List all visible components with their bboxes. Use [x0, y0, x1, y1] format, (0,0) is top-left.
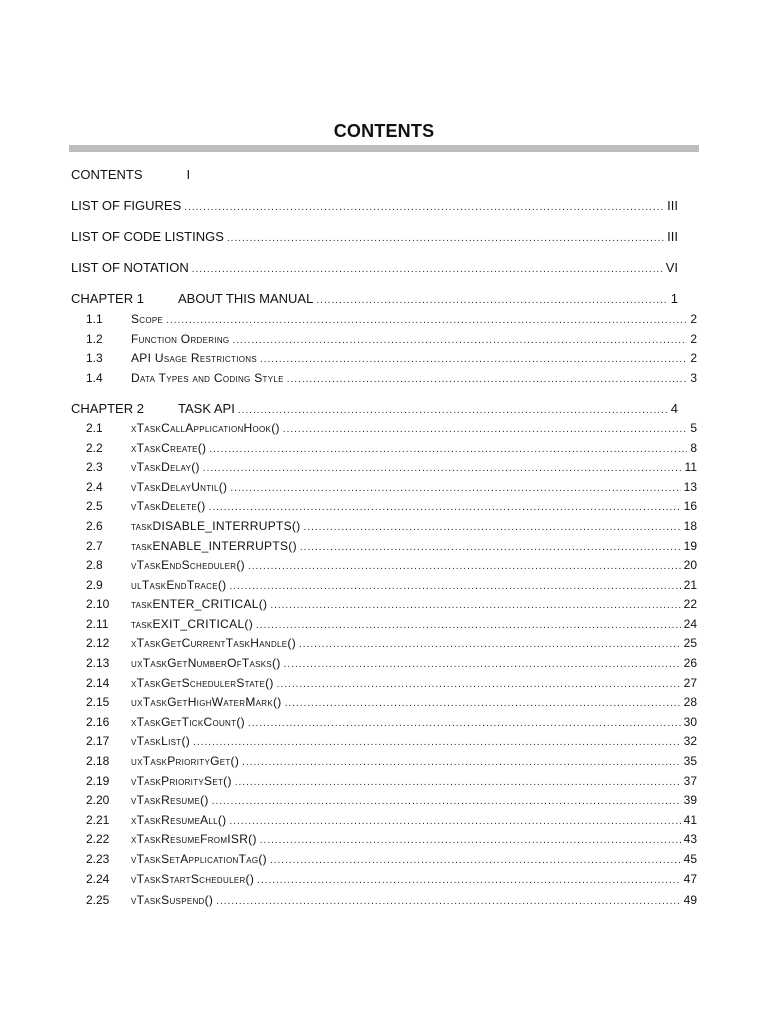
section-title: vTaskSuspend() [131, 893, 214, 907]
toc-section[interactable] [86, 537, 697, 555]
toc-section[interactable] [86, 478, 697, 496]
section-number: 2.4 [86, 480, 103, 494]
toc-section[interactable] [86, 772, 697, 790]
toc-entry-page: III [667, 198, 678, 213]
section-title: xTaskCallApplicationHook() [131, 421, 280, 435]
section-page: 8 [690, 441, 697, 455]
section-number: 2.24 [86, 872, 110, 886]
toc-section[interactable] [86, 891, 697, 909]
section-page: 30 [683, 715, 697, 729]
chapter-page: 4 [670, 401, 678, 416]
section-page: 2 [690, 351, 697, 365]
section-number: 2.11 [86, 617, 109, 631]
toc-section[interactable] [86, 615, 697, 633]
section-number: 1.3 [86, 351, 103, 365]
dot-leader [192, 261, 663, 279]
section-page: 35 [683, 754, 697, 768]
toc-section[interactable] [86, 419, 697, 437]
section-number: 2.5 [86, 499, 103, 513]
toc-section[interactable] [86, 830, 697, 848]
dot-leader [232, 332, 687, 350]
dot-leader [193, 734, 681, 752]
section-number: 2.16 [86, 715, 110, 729]
toc-entry-label: CONTENTS [71, 167, 143, 182]
dot-leader [235, 774, 681, 792]
section-page: 43 [683, 832, 697, 846]
dot-leader [166, 312, 687, 330]
section-title: vTaskStartScheduler() [131, 872, 255, 886]
section-number: 2.3 [86, 460, 103, 474]
section-page: 21 [683, 578, 697, 592]
section-number: 1.1 [86, 312, 103, 326]
section-number: 2.22 [86, 832, 110, 846]
toc-entry-page: III [667, 229, 678, 244]
section-title: xTaskGetCurrentTaskHandle() [131, 636, 297, 650]
toc-section[interactable] [86, 713, 697, 731]
section-title: taskENABLE_INTERRUPTS() [131, 539, 297, 553]
dot-leader [284, 656, 681, 674]
section-page: 28 [683, 695, 697, 709]
dot-leader [229, 813, 680, 831]
section-number: 2.12 [86, 636, 110, 650]
section-number: 2.7 [86, 539, 103, 553]
section-number: 2.14 [86, 676, 110, 690]
chapter-title: TASK API [178, 401, 235, 416]
section-page: 20 [683, 558, 697, 572]
section-title: vTaskEndScheduler() [131, 558, 245, 572]
toc-section[interactable] [86, 654, 697, 672]
dot-leader [277, 676, 681, 694]
section-number: 2.15 [86, 695, 110, 709]
section-page: 5 [690, 421, 697, 435]
section-number: 2.25 [86, 893, 110, 907]
section-page: 25 [683, 636, 697, 650]
toc-section[interactable] [86, 439, 697, 457]
section-title: taskEXIT_CRITICAL() [131, 617, 254, 631]
dot-leader [212, 793, 681, 811]
dot-leader [238, 402, 668, 420]
dot-leader [216, 893, 680, 911]
dot-leader [229, 578, 680, 596]
section-page: 24 [683, 617, 697, 631]
section-title: vTaskSetApplicationTag() [131, 852, 267, 866]
toc-section[interactable] [86, 458, 697, 476]
toc-section[interactable] [86, 850, 697, 868]
section-title: vTaskDelay() [131, 460, 200, 474]
section-number: 2.21 [86, 813, 110, 827]
section-title: Scope [131, 312, 164, 326]
dot-leader [304, 519, 681, 537]
toc-entry-page: VI [665, 260, 678, 275]
dot-leader [209, 499, 681, 517]
section-page: 37 [683, 774, 697, 788]
section-number: 1.2 [86, 332, 103, 346]
dot-leader [248, 715, 681, 733]
section-number: 2.8 [86, 558, 103, 572]
toc-section[interactable] [86, 556, 697, 574]
section-page: 26 [683, 656, 697, 670]
section-number: 2.2 [86, 441, 103, 455]
toc-section[interactable] [86, 330, 697, 348]
toc-section[interactable] [86, 752, 697, 770]
toc-chapter-1[interactable] [71, 290, 678, 308]
section-page: 18 [683, 519, 697, 533]
section-page: 2 [690, 312, 697, 326]
toc-chapter-2[interactable] [71, 400, 678, 418]
section-title: uxTaskGetHighWaterMark() [131, 695, 282, 709]
page-title: CONTENTS [333, 121, 435, 141]
toc-section[interactable] [86, 693, 697, 711]
chapter-page: 1 [670, 291, 678, 306]
dot-leader [230, 480, 680, 498]
section-page: 3 [690, 371, 697, 385]
section-number: 2.19 [86, 774, 110, 788]
toc-section[interactable] [86, 517, 697, 535]
dot-leader [270, 597, 680, 615]
dot-leader [299, 636, 681, 654]
toc-section[interactable] [86, 595, 697, 613]
toc-section[interactable] [86, 811, 697, 829]
chapter-title: ABOUT THIS MANUAL [178, 291, 314, 306]
dot-leader [242, 754, 680, 772]
section-title: taskDISABLE_INTERRUPTS() [131, 519, 301, 533]
dot-leader [260, 832, 681, 850]
section-page: 27 [683, 676, 697, 690]
section-title: uxTaskGetNumberOfTasks() [131, 656, 281, 670]
toc-section[interactable] [86, 791, 697, 809]
chapter-number: CHAPTER 2 [71, 401, 144, 416]
section-title: xTaskGetSchedulerState() [131, 676, 274, 690]
section-title: Data Types and Coding Style [131, 371, 284, 385]
dot-leader [248, 558, 681, 576]
toc-entry-list-of-notation[interactable] [71, 259, 678, 277]
toc-section[interactable] [86, 732, 697, 750]
section-page: 19 [683, 539, 697, 553]
toc-section[interactable] [86, 369, 697, 387]
section-page: 47 [683, 872, 697, 886]
section-title: xTaskResumeAll() [131, 813, 227, 827]
dot-leader [184, 199, 664, 217]
toc-section[interactable] [86, 310, 697, 328]
toc-section[interactable] [86, 576, 697, 594]
section-number: 2.18 [86, 754, 110, 768]
dot-leader [300, 539, 681, 557]
dot-leader [203, 460, 682, 478]
section-page: 22 [683, 597, 697, 611]
dot-leader [285, 695, 681, 713]
toc-entry-label: LIST OF CODE LISTINGS [71, 229, 224, 244]
dot-leader [316, 292, 667, 310]
dot-leader [209, 441, 687, 459]
toc-section[interactable] [86, 870, 697, 888]
section-number: 2.9 [86, 578, 103, 592]
dot-leader [260, 351, 687, 369]
section-number: 2.10 [86, 597, 110, 611]
section-number: 2.17 [86, 734, 110, 748]
dot-leader [283, 421, 688, 439]
section-title: vTaskDelayUntil() [131, 480, 228, 494]
dot-leader [287, 371, 688, 389]
toc-entry-contents[interactable] [71, 166, 678, 184]
toc-entry-list-of-figures[interactable] [71, 197, 678, 215]
section-number: 2.20 [86, 793, 110, 807]
dot-leader [257, 872, 681, 890]
dot-leader [256, 617, 681, 635]
section-page: 2 [690, 332, 697, 346]
toc-section[interactable] [86, 497, 697, 515]
section-number: 2.6 [86, 519, 103, 533]
section-page: 41 [683, 813, 697, 827]
section-number: 2.23 [86, 852, 110, 866]
section-title: Function Ordering [131, 332, 230, 346]
section-title: ulTaskEndTrace() [131, 578, 227, 592]
toc-entry-label: LIST OF FIGURES [71, 198, 182, 213]
section-title: API Usage Restrictions [131, 351, 257, 365]
toc-section[interactable] [86, 634, 697, 652]
section-number: 2.1 [86, 421, 103, 435]
section-number: 2.13 [86, 656, 110, 670]
dot-leader [227, 230, 664, 248]
section-title: xTaskCreate() [131, 441, 207, 455]
chapter-number: CHAPTER 1 [71, 291, 144, 306]
toc-entry-page: I [186, 167, 191, 182]
section-page: 13 [683, 480, 697, 494]
section-title: uxTaskPriorityGet() [131, 754, 240, 768]
toc-section[interactable] [86, 674, 697, 692]
section-title: xTaskResumeFromISR() [131, 832, 257, 846]
toc-entry-list-of-code-listings[interactable] [71, 228, 678, 246]
section-title: xTaskGetTickCount() [131, 715, 245, 729]
section-title: taskENTER_CRITICAL() [131, 597, 268, 611]
title-rule [69, 145, 699, 152]
dot-leader [270, 852, 681, 870]
toc-entry-label: LIST OF NOTATION [71, 260, 189, 275]
section-page: 49 [683, 893, 697, 907]
section-title: vTaskDelete() [131, 499, 206, 513]
section-title: vTaskPrioritySet() [131, 774, 232, 788]
section-page: 45 [683, 852, 697, 866]
section-page: 39 [683, 793, 697, 807]
toc-section[interactable] [86, 349, 697, 367]
section-title: vTaskList() [131, 734, 191, 748]
section-number: 1.4 [86, 371, 103, 385]
section-page: 16 [683, 499, 697, 513]
section-page: 11 [684, 460, 697, 474]
section-page: 32 [683, 734, 697, 748]
section-title: vTaskResume() [131, 793, 209, 807]
